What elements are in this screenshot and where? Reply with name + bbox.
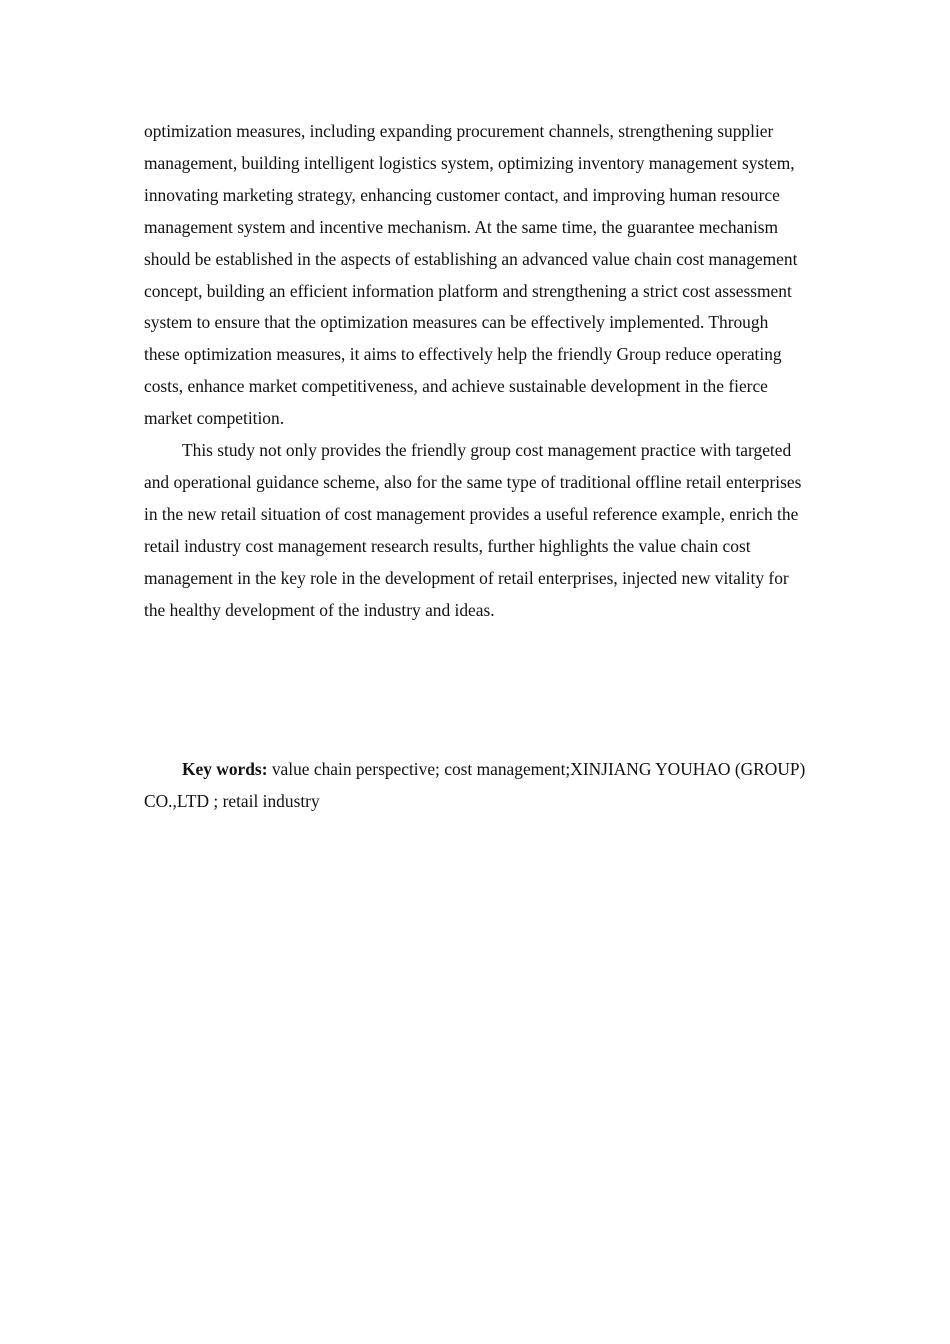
paragraph-continuation: optimization measures, including expanding procurement channels, strengthening supplier management, building intelligent logistics system, optimizing inventory management system, innovating marketing strategy, enhancing customer contact, and improving human resource management system and incentive mechanism. At the same time, the guarantee mechanism should be established in the aspects of establishing an advanced value chain cost management concept, building an efficient information platform and strengthening a strict cost assessment system to ensure that the optimization measures can be effectively implemented. Through these optimization measures, it aims to effectively help the friendly Group reduce operating costs, enhance market competitiveness, and achieve sustainable development in the fierce market competition.	[144, 121, 798, 429]
keywords-text: value chain perspective; cost management;XINJIANG YOUHAO (GROUP) CO.,LTD ; retail industry	[144, 759, 806, 811]
abstract-body	[144, 116, 808, 627]
keywords-label: Key words:	[182, 759, 268, 779]
paragraph-study-contribution: This study not only provides the friendly group cost management practice with targeted and operational guidance scheme, also for the same type of traditional offline retail enterprises in the new retail situation of cost management provides a useful reference example, enrich the retail industry cost management research results, further highlights the value chain cost management in the key role in the development of retail enterprises, injected new vitality for the healthy development of the industry and ideas.	[144, 440, 802, 620]
keywords-line	[144, 754, 808, 818]
